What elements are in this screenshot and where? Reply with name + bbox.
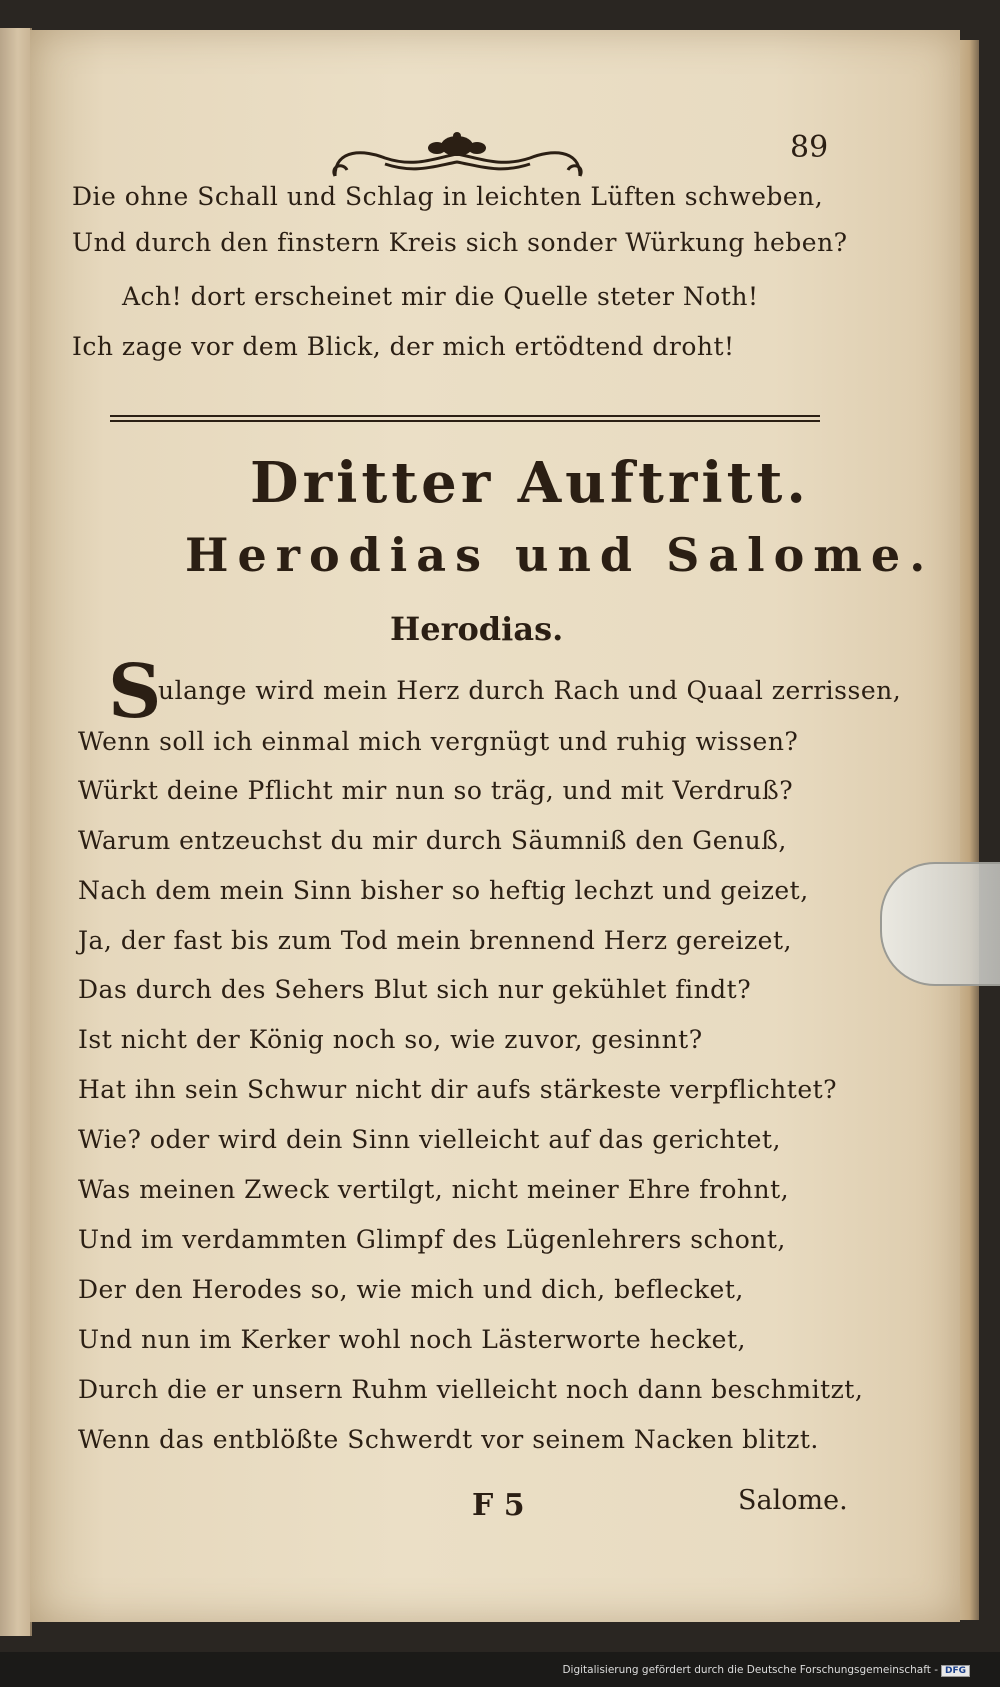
drop-cap-initial: S: [108, 649, 162, 735]
dfg-logo: DFG: [941, 1665, 970, 1677]
catchword: Salome.: [738, 1485, 848, 1516]
speech-line: Ja, der fast bis zum Tod mein brennend Herz gereizet,: [78, 926, 792, 955]
opening-line: Ich zage vor dem Blick, der mich ertödtend droht!: [72, 332, 735, 361]
speech-line: Was meinen Zweck vertilgt, nicht meiner Ehre frohnt,: [78, 1175, 790, 1204]
ornament-vignette: [325, 128, 590, 190]
speaker-name: Herodias.: [390, 610, 564, 648]
digitization-credit: [562, 1664, 970, 1677]
opening-line: Die ohne Schall und Schlag in leichten Lüften schweben,: [72, 182, 824, 211]
speech-line: Nach dem mein Sinn bisher so heftig lechzt und geizet,: [78, 876, 809, 905]
signature-mark: F 5: [472, 1488, 525, 1523]
speech-line: Wenn soll ich einmal mich vergnügt und ruhig wissen?: [78, 727, 799, 756]
book-page: [30, 30, 960, 1622]
opening-line: Und durch den finstern Kreis sich sonder Würkung heben?: [72, 228, 848, 257]
double-rule-divider: [110, 414, 820, 424]
speech-line: Das durch des Sehers Blut sich nur gekühlet findt?: [78, 975, 752, 1004]
scene-persons: Herodias und Salome.: [185, 528, 935, 582]
opening-line: Ach! dort erscheinet mir die Quelle steter Noth!: [122, 282, 759, 311]
speech-line: Warum entzeuchst du mir durch Säumniß den Genuß,: [78, 826, 787, 855]
page-clip: [880, 862, 1000, 986]
speech-line: Wie? oder wird dein Sinn vielleicht auf das gerichtet,: [78, 1125, 781, 1154]
speech-line: Ist nicht der König noch so, wie zuvor, gesinnt?: [78, 1025, 703, 1054]
speech-line: ulange wird mein Herz durch Rach und Quaal zerrissen,: [158, 676, 902, 705]
speech-line: Und im verdammten Glimpf des Lügenlehrers schont,: [78, 1225, 786, 1254]
page-number: 89: [790, 130, 829, 165]
credit-text: Digitalisierung gefördert durch die Deutsche Forschungsgemeinschaft -: [562, 1664, 938, 1676]
speech-line: Würkt deine Pflicht mir nun so träg, und mit Verdruß?: [78, 776, 794, 805]
speech-line: Und nun im Kerker wohl noch Lästerworte hecket,: [78, 1325, 746, 1354]
speech-line: Durch die er unsern Ruhm vielleicht noch dann beschmitzt,: [78, 1375, 864, 1404]
speech-line: Wenn das entblößte Schwerdt vor seinem Nacken blitzt.: [78, 1425, 819, 1454]
speech-line: Der den Herodes so, wie mich und dich, beflecket,: [78, 1275, 744, 1304]
speech-line: Hat ihn sein Schwur nicht dir aufs stärkeste verpflichtet?: [78, 1075, 838, 1104]
left-page-edge: [0, 28, 32, 1636]
scene-heading: Dritter Auftritt.: [250, 450, 810, 516]
